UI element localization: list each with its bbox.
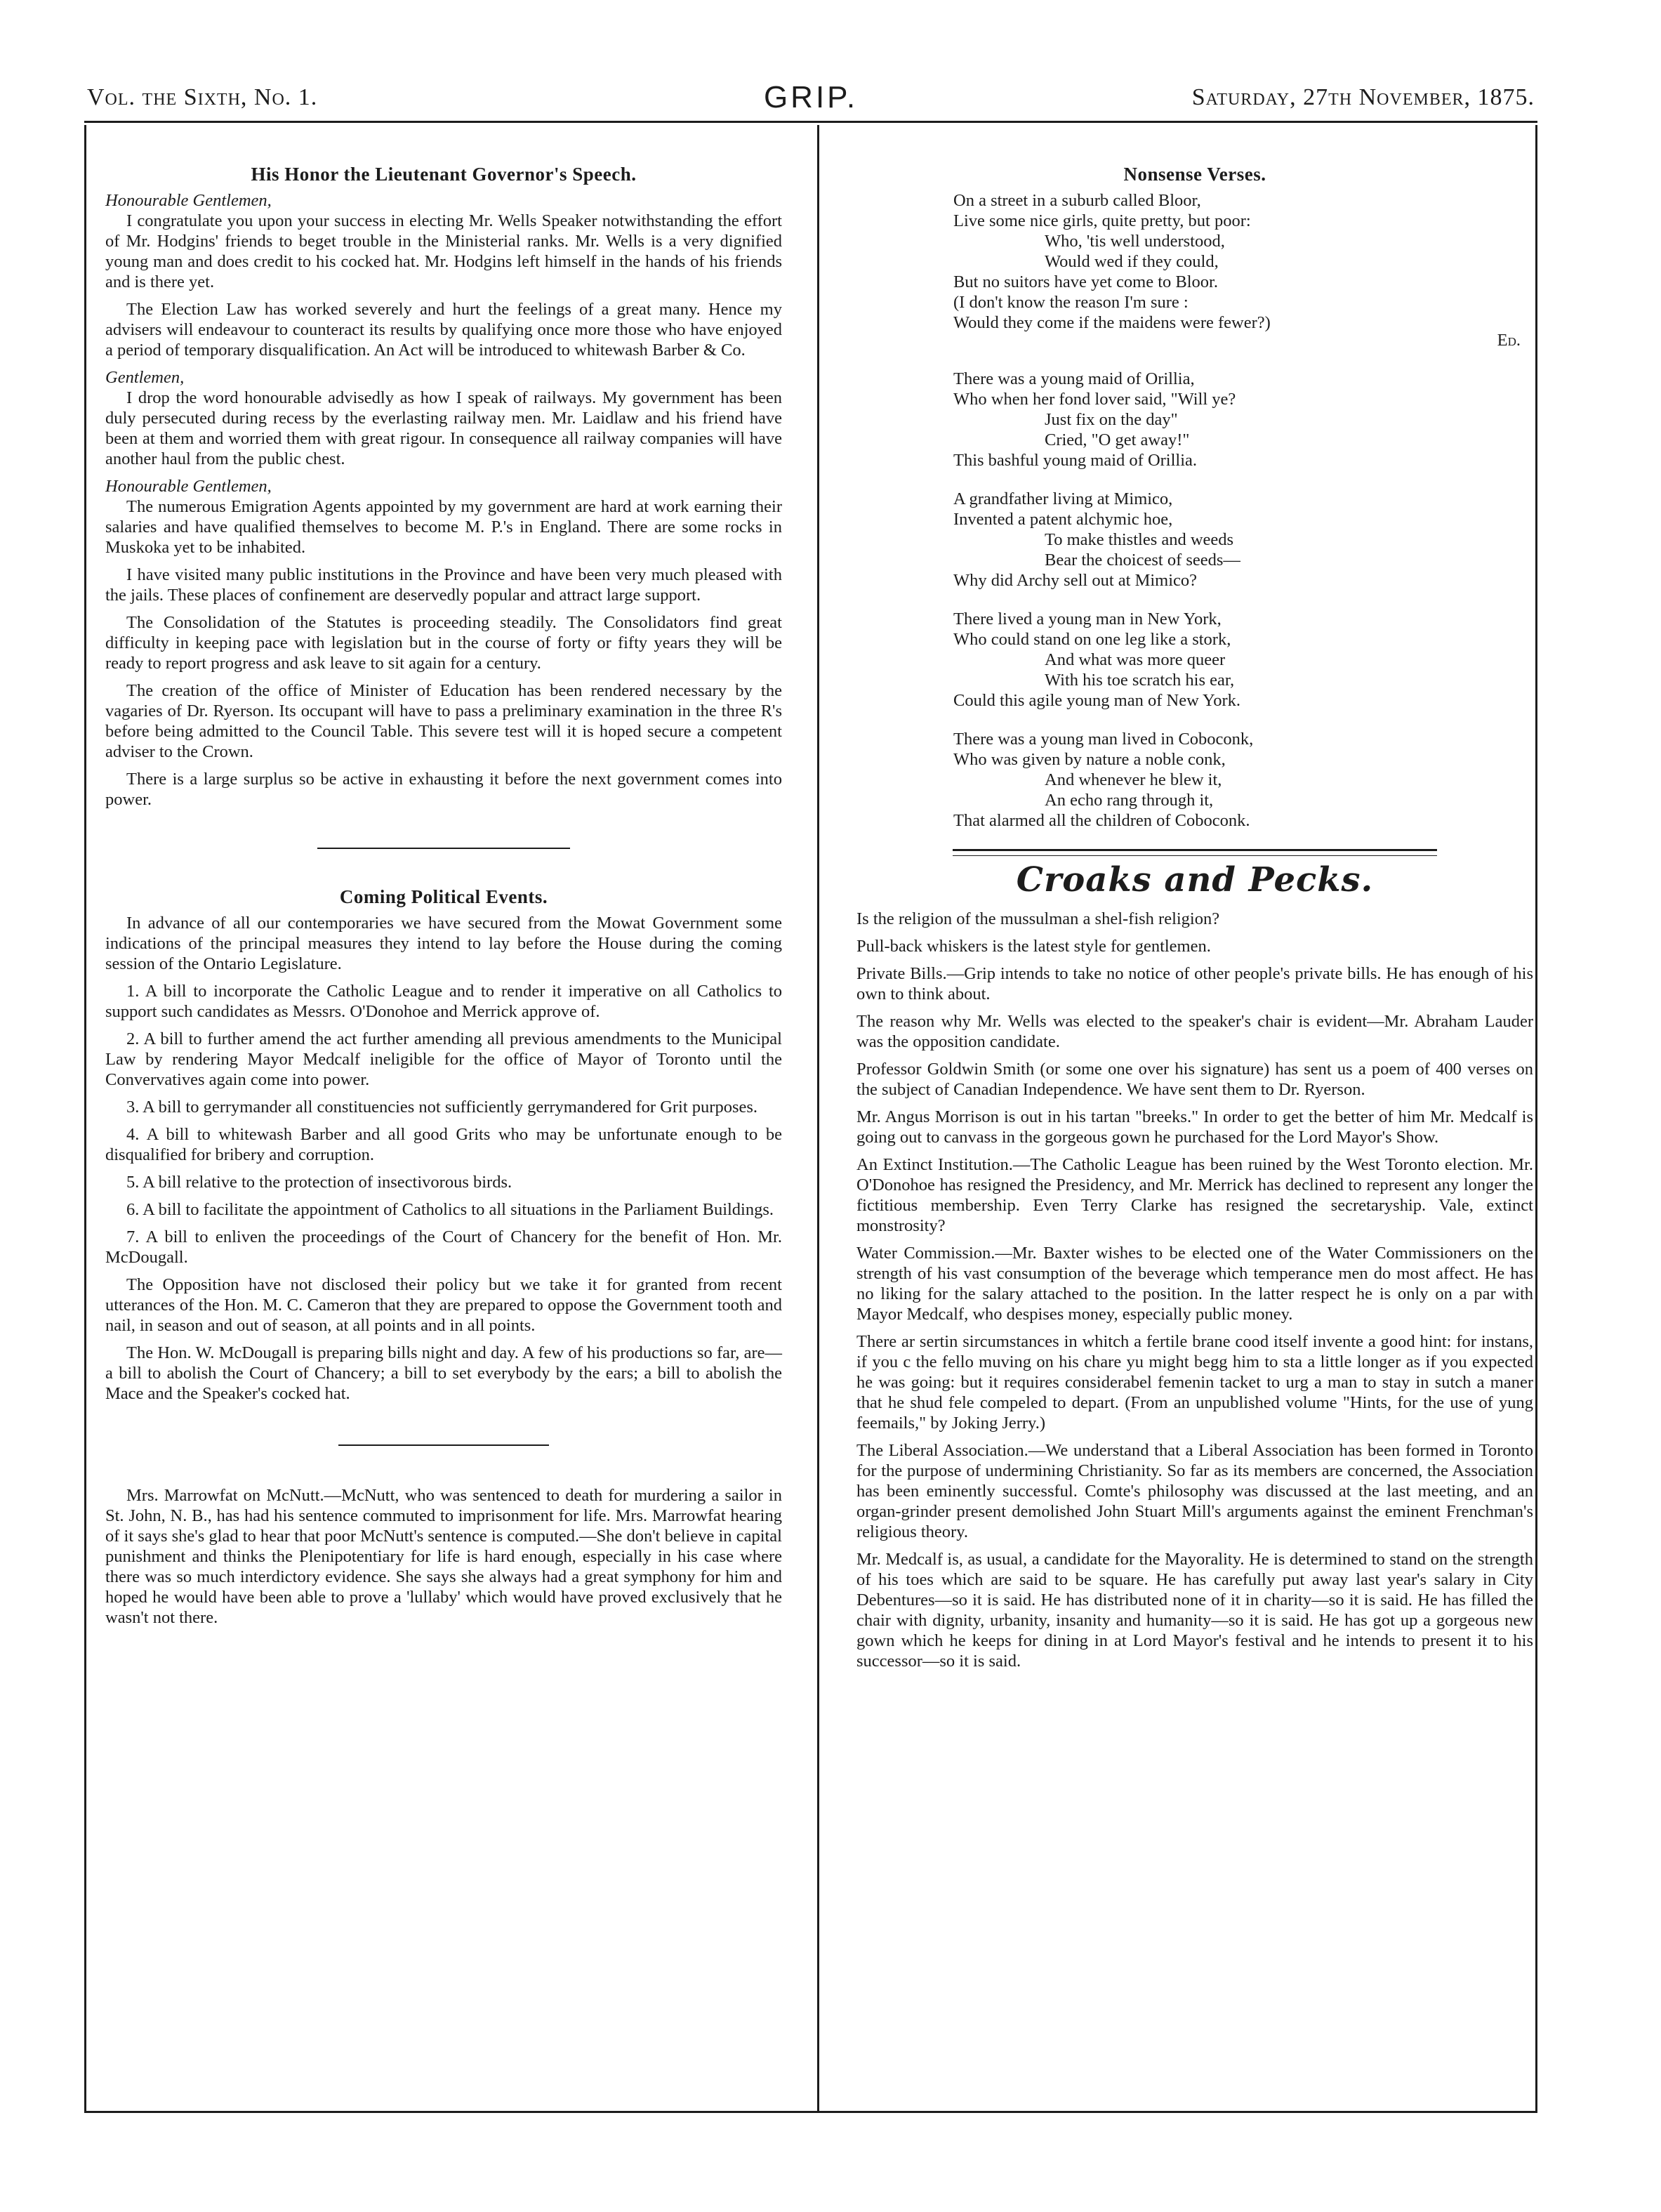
paragraph: The Liberal Association.—We understand that a Liberal Association has been formed in Toronto for the purpose of undermining Christianity. So far as its members are concerned, the Association has been eminently successful. Comte's philosophy was discussed at the last meeting, and an organ-grinder present demolished John Stuart Mill's arguments against the eminent Frenchman's religious theory. xyxy=(856,1441,1533,1541)
verse-line: This bashful young maid of Orillia. xyxy=(953,451,1198,470)
paragraph: Water Commission.—Mr. Baxter wishes to be elected one of the Water Commissioners on the strength of his vast consumption of the beverage which temperance men do most affect. He has no liking for the salary attached to the position. In the latter respect he is only on a par with Mayor Medcalf, who despises money, especially public money. xyxy=(856,1244,1533,1324)
section-divider xyxy=(317,848,570,849)
verse-line: With his toe scratch his ear, xyxy=(1045,671,1235,690)
verse-line: Why did Archy sell out at Mimico? xyxy=(953,571,1198,590)
paragraph: Private Bills.—Grip intends to take no notice of other people's private bills. He has enough of his own to think about. xyxy=(856,964,1533,1003)
verse-line: But no suitors have yet come to Bloor. xyxy=(953,272,1218,291)
list-item: 6. A bill to facilitate the appointment of Catholics to all situations in the Parliament Buildings. xyxy=(126,1200,774,1219)
verse-line: Would wed if they could, xyxy=(1045,252,1219,271)
verse-line: And what was more queer xyxy=(1045,650,1226,669)
left-border xyxy=(84,125,86,2112)
verse-line: Who when her fond lover said, "Will ye? xyxy=(953,390,1236,409)
paragraph: Mr. Medcalf is, as usual, a candidate for the Mayorality. He is determined to stand on the strength of his toes which are said to be square. He has carefully put away last year's salary in City Debentures—so it is said. He has distributed none of it in charity—so it is said. He has filled the chair with dignity, urbanity, insanity and humanity—so it is said. He has got up a gorgeous new gown which he keeps for dining in at Lord Mayor's festival and he intends to present it to his successor—so it is said. xyxy=(856,1550,1533,1671)
left-column xyxy=(105,164,782,1635)
verse-stanza xyxy=(953,190,1533,350)
paragraph: Pull-back whiskers is the latest style for gentlemen. xyxy=(856,937,1211,956)
editor-signature: Ed. xyxy=(1497,331,1521,350)
verse-line: That alarmed all the children of Coboconk. xyxy=(953,811,1250,830)
verse-line: A grandfather living at Mimico, xyxy=(953,489,1173,508)
verse-line: There lived a young man in New York, xyxy=(953,610,1222,628)
article-heading: Coming Political Events. xyxy=(339,886,548,907)
verse-line: Just fix on the day" xyxy=(1045,410,1178,429)
political-events-article xyxy=(105,887,782,1404)
paragraph: Mrs. Marrowfat on McNutt.—McNutt, who was sentenced to death for murdering a sailor in St. John, N. B., has had his sentence commuted to imprisonment for life. Mrs. Marrowfat hearing of it says she's glad to hear that poor McNutt's sentence is computed.—She don't believe in capital punishment and thinks the Plenipotentiary for life is hard enough, especially in his case where there was so much interdictory evidence. She says she always had a great symphony for him and hoped he would have been able to prove a 'lullaby' which would have proved exclusively that he wasn't not there. xyxy=(105,1486,782,1627)
section-divider xyxy=(338,1444,549,1446)
verse-line: On a street in a suburb called Bloor, xyxy=(953,191,1201,210)
article-heading: Nonsense Verses. xyxy=(1123,164,1266,185)
bottom-border xyxy=(84,2111,1537,2113)
verse-line: An echo rang through it, xyxy=(1045,791,1214,810)
salutation: Gentlemen, xyxy=(105,368,185,387)
verse-line: Cried, "O get away!" xyxy=(1045,430,1190,449)
verse-stanza xyxy=(953,489,1533,591)
verse-line: Who could stand on one leg like a stork, xyxy=(953,630,1231,649)
paragraph: There is a large surplus so be active in exhausting it before the next government comes into power. xyxy=(105,770,782,809)
paragraph: There ar sertin sircumstances in whitch a fertile brane cood itself invente a good hint: for instans, if you c the fello muving on his chare yu might begg him to sta a little longer as if you expected he was going: but it requires considerabel femenin tacket to urg a man to stay in sutch a maner that he shud fele compeled to depart. (From an unpublished volume "Hints, for the use of yung feemails," by Joking Jerry.) xyxy=(856,1332,1533,1433)
paragraph: The Opposition have not disclosed their policy but we take it for granted from recent utterances of the Hon. M. C. Cameron that they are prepared to oppose the Government tooth and nail, in season and out of season, at all points and in all points. xyxy=(105,1275,782,1335)
paragraph: I drop the word honourable advisedly as how I speak of railways. My government has been duly persecuted during recess by the everlasting railway men. Mr. Laidlaw and his friend have been at them and worried them with great rigour. In consequence all railway companies will have another haul from the public chest. xyxy=(105,388,782,468)
list-item: 1. A bill to incorporate the Catholic League and to render it imperative on all Catholics to support such candidates as Messrs. O'Donohoe and Merrick approve of. xyxy=(105,982,782,1021)
paragraph: An Extinct Institution.—The Catholic League has been ruined by the West Toronto election. Mr. O'Donohoe has resigned the Presidency, and Mr. Merrick has declined to represent any longer the fictitious membership. Even Terry Clarke has resigned the secretaryship. Vale, extinct monstrosity? xyxy=(856,1155,1533,1235)
list-item: 7. A bill to enliven the proceedings of the Court of Chancery for the benefit of Hon. Mr. McDougall. xyxy=(105,1227,782,1267)
paragraph: I congratulate you upon your success in electing Mr. Wells Speaker notwithstanding the effort of Mr. Hodgins' friends to beget trouble in the Ministerial ranks. Mr. Wells is a very dignified young man and does credit to his cocked hat. Mr. Hodgins left himself in the hands of his friends and is there yet. xyxy=(105,211,782,291)
masthead xyxy=(84,76,1537,123)
verse-stanza xyxy=(953,609,1533,711)
verse-stanza xyxy=(953,369,1533,470)
verse-line: Could this agile young man of New York. xyxy=(953,691,1240,710)
newspaper-page xyxy=(84,76,1537,2112)
list-item: 3. A bill to gerrymander all constituencies not sufficiently gerrymandered for Grit purposes. xyxy=(126,1098,758,1117)
paragraph: The reason why Mr. Wells was elected to the speaker's chair is evident—Mr. Abraham Lauder was the opposition candidate. xyxy=(856,1012,1533,1051)
section-heading: Croaks and Pecks. xyxy=(1016,860,1374,900)
salutation: Honourable Gentlemen, xyxy=(105,477,272,496)
list-item: 4. A bill to whitewash Barber and all good Grits who may be unfortunate enough to be disqualified for bribery and corruption. xyxy=(105,1125,782,1164)
salutation: Honourable Gentlemen, xyxy=(105,191,272,210)
column-divider xyxy=(817,125,819,2112)
right-column xyxy=(856,164,1533,1678)
list-item: 5. A bill relative to the protection of insectivorous birds. xyxy=(126,1173,512,1192)
issue-date: Saturday, 27th November, 1875. xyxy=(1191,84,1535,110)
verse-stanza xyxy=(953,729,1533,831)
paragraph: In advance of all our contemporaries we have secured from the Mowat Government some indications of the principal measures they intend to lay before the House during the coming session of the Ontario Legislature. xyxy=(105,914,782,973)
paragraph: The Consolidation of the Statutes is proceeding steadily. The Consolidators find great difficulty in keeping pace with legislation but in the course of forty or fifty years they will be ready to report progress and ask leave to sit again for a century. xyxy=(105,613,782,673)
verse-line: There was a young maid of Orillia, xyxy=(953,369,1195,388)
verse-line: Live some nice girls, quite pretty, but poor: xyxy=(953,211,1251,230)
verse-line: And whenever he blew it, xyxy=(1045,770,1222,789)
paragraph: Mr. Angus Morrison is out in his tartan "breeks." In order to get the better of him Mr. Medcalf is going out to canvass in the gorgeous gown he purchased for the Lord Mayor's Show. xyxy=(856,1107,1533,1147)
paragraph: Is the religion of the mussulman a shel-fish religion? xyxy=(856,909,1220,928)
paragraph: Professor Goldwin Smith (or some one over his signature) has sent us a poem of 400 verses on the subject of Canadian Independence. We have sent them to Dr. Ryerson. xyxy=(856,1060,1533,1099)
nonsense-verses-article xyxy=(856,164,1533,831)
verse-line: There was a young man lived in Coboconk, xyxy=(953,730,1254,749)
right-border xyxy=(1535,125,1537,2112)
verse-line: Bear the choicest of seeds— xyxy=(1045,551,1240,570)
verse-line: Who was given by nature a noble conk, xyxy=(953,750,1226,769)
paragraph: The numerous Emigration Agents appointed by my government are hard at work earning their salaries and have qualified themselves to become M. P.'s in England. There are some rocks in Muskoka yet to be inhabited. xyxy=(105,497,782,557)
verse-line: (I don't know the reason I'm sure : xyxy=(953,293,1189,312)
paragraph: The creation of the office of Minister of Education has been rendered necessary by the vagaries of Dr. Ryerson. Its occupant will have to pass a preliminary examination in the three R's before being admitted to the Council Table. This severe test will it is hoped secure a competent adviser to the Crown. xyxy=(105,681,782,761)
verse-line: To make thistles and weeds xyxy=(1045,530,1234,549)
marrowfat-article xyxy=(105,1485,782,1628)
newspaper-title: GRIP. xyxy=(763,80,859,114)
verse-line: Invented a patent alchymic hoe, xyxy=(953,510,1173,529)
article-heading: His Honor the Lieutenant Governor's Speech. xyxy=(251,164,637,185)
verse-line: Who, 'tis well understood, xyxy=(1045,232,1225,251)
governor-speech-article xyxy=(105,164,782,810)
list-item: 2. A bill to further amend the act further amending all previous amendments to the Municipal Law by rendering Mayor Medcalf ineligible for the office of Mayor of Toronto until the Convervatives again come into power. xyxy=(105,1029,782,1089)
verse-line: Would they come if the maidens were fewer?) xyxy=(953,313,1271,332)
volume-number: Vol. the Sixth, No. 1. xyxy=(87,84,318,110)
paragraph: The Hon. W. McDougall is preparing bills night and day. A few of his productions so far, are—a bill to abolish the Court of Chancery; a bill to set everybody by the ears; a bill to abolish the Mace and the Speaker's cocked hat. xyxy=(105,1343,782,1403)
paragraph: The Election Law has worked severely and hurt the feelings of a great many. Hence my advisers will endeavour to counteract its results by qualifying once more those who have enjoyed a period of temporary disqualification. An Act will be introduced to whitewash Barber & Co. xyxy=(105,300,782,360)
croaks-and-pecks-article xyxy=(856,860,1533,1671)
section-divider xyxy=(953,849,1437,856)
paragraph: I have visited many public institutions in the Province and have been very much pleased with the jails. These places of confinement are deservedly popular and attract large support. xyxy=(105,565,782,605)
